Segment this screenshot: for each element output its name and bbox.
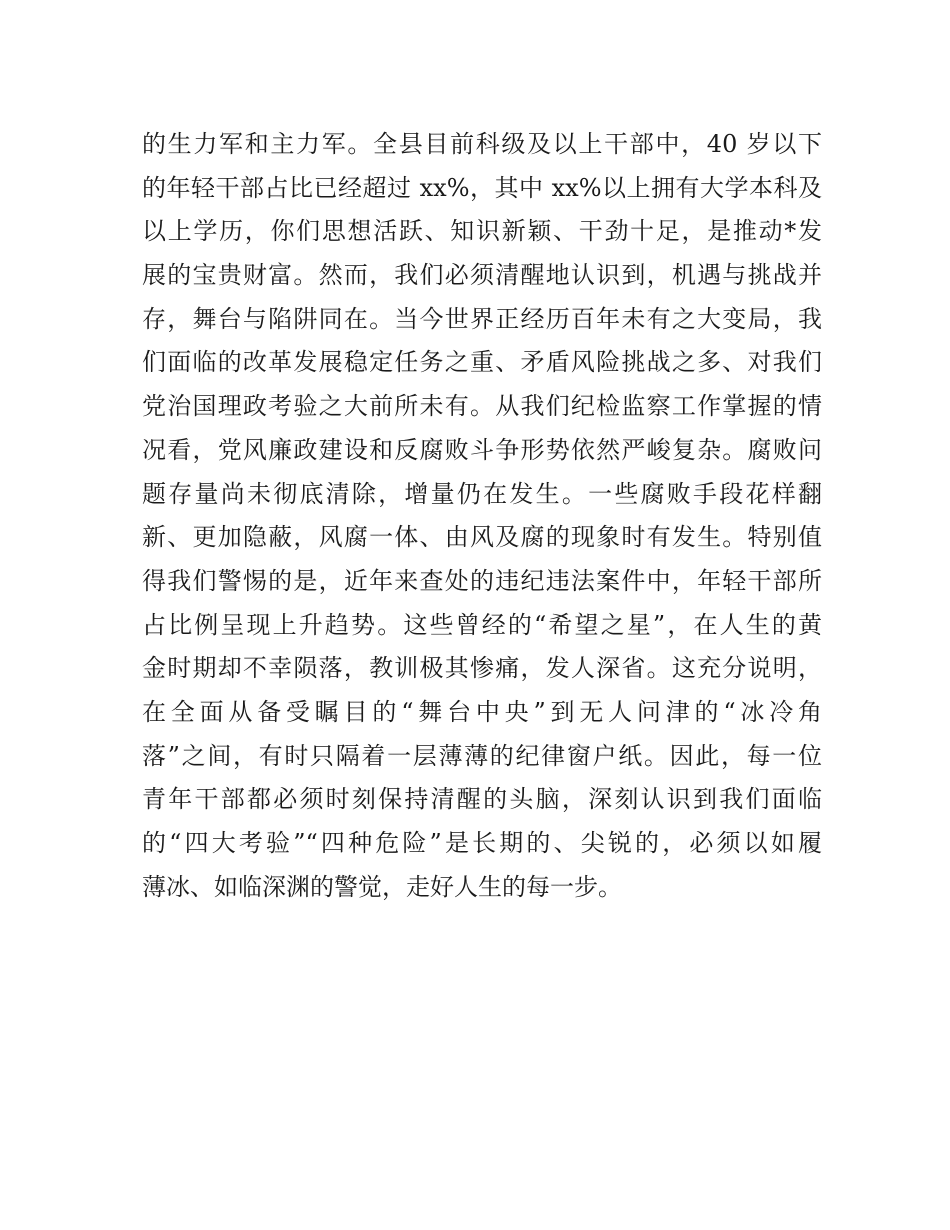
text-line: 青年干部都必须时刻保持清醒的头脑，深刻认识到我们面临 bbox=[142, 785, 822, 814]
text-line: 得我们警惕的是，近年来查处的违纪违法案件中，年轻干部所 bbox=[142, 566, 822, 595]
body-paragraph bbox=[142, 123, 822, 909]
text-line: 存，舞台与陷阱同在。当今世界正经历百年未有之大变局，我 bbox=[142, 304, 822, 333]
text-line: 占比例呈现上升趋势。这些曾经的“希望之星”，在人生的黄 bbox=[142, 610, 822, 639]
text-line: 新、更加隐蔽，风腐一体、由风及腐的现象时有发生。特别值 bbox=[142, 523, 822, 552]
text-line-last: 薄冰、如临深渊的警觉，走好人生的每一步。 bbox=[142, 872, 622, 901]
text-line: 以上学历，你们思想活跃、知识新颖、干劲十足，是推动*发 bbox=[142, 217, 822, 246]
text-line: 党治国理政考验之大前所未有。从我们纪检监察工作掌握的情 bbox=[142, 392, 822, 421]
text-line: 展的宝贵财富。然而，我们必须清醒地认识到，机遇与挑战并 bbox=[142, 261, 822, 290]
text-line: 题存量尚未彻底清除，增量仍在发生。一些腐败手段花样翻 bbox=[142, 479, 822, 508]
text-line: 的生力军和主力军。全县目前科级及以上干部中，40 岁以下 bbox=[142, 130, 822, 158]
text-line: 的年轻干部占比已经超过 xx%，其中 xx%以上拥有大学本科及 bbox=[142, 173, 822, 202]
text-line: 金时期却不幸陨落，教训极其惨痛，发人深省。这充分说明， bbox=[142, 654, 822, 683]
text-line: 在全面从备受瞩目的“舞台中央”到无人问津的“冰冷角 bbox=[142, 697, 822, 726]
text-line: 况看，党风廉政建设和反腐败斗争形势依然严峻复杂。腐败问 bbox=[142, 435, 822, 464]
text-line: 们面临的改革发展稳定任务之重、矛盾风险挑战之多、对我们 bbox=[142, 348, 822, 377]
text-line: 落”之间，有时只隔着一层薄薄的纪律窗户纸。因此，每一位 bbox=[142, 741, 822, 770]
text-line: 的“四大考验”“四种危险”是长期的、尖锐的，必须以如履 bbox=[142, 829, 822, 857]
